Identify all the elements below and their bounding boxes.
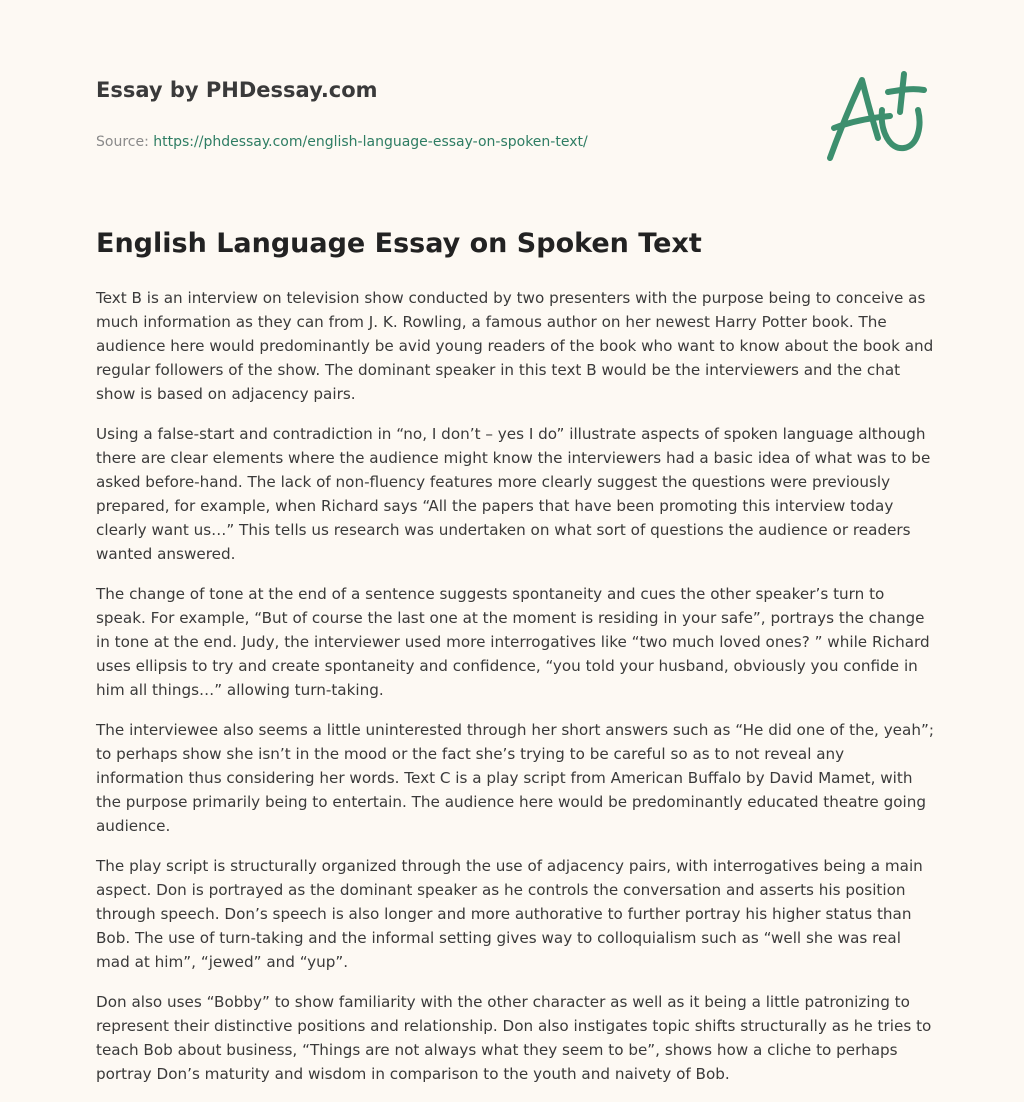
essay-paragraph: The interviewee also seems a little uninterested through her short answers such as “He did one of the, yeah”; to perhaps show she isn’t in the mood or the fact she’s trying to be careful so as to not reveal any information thus considering her words. Text C is a play script from American Buffalo by David Mamet, with the purpose primarily being to entertain. The audience here would be predominantly educated theatre going audience. [96, 721, 934, 835]
source-link[interactable]: https://phdessay.com/english-language-essay-on-spoken-text/ [153, 134, 588, 150]
essay-paragraph: The change of tone at the end of a sentence suggests spontaneity and cues the other speaker’s turn to speak. For example, “But of course the last one at the moment is residing in your safe”, portrays the change in tone at the end. Judy, the interviewer used more interrogatives like “two much loved ones? ” while Richard uses ellipsis to try and create spontaneity and confidence, “you told your husband, obviously you confide in him all things…” allowing turn-taking. [96, 585, 930, 699]
essay-body [96, 286, 936, 1102]
site-brand: Essay by PHDessay.com [96, 78, 378, 102]
essay-paragraph: The play script is structurally organized through the use of adjacency pairs, with interrogatives being a main aspect. Don is portrayed as the dominant speaker as he controls the conversation and asserts his position through speech. Don’s speech is also longer and more authorative to further portray his higher status than Bob. The use of turn-taking and the informal setting gives way to colloquialism such as “well she was real mad at him”, “jewed” and “yup”. [96, 857, 923, 971]
page-header [96, 76, 796, 152]
a-plus-logo-icon [820, 66, 932, 166]
page-title: English Language Essay on Spoken Text [96, 228, 702, 259]
essay-paragraph: Don also uses “Bobby” to show familiarity with the other character as well as it being a little patronizing to represent their distinctive positions and relationship. Don also instigates topic shifts structurally as he tries to teach Bob about business, “Things are not always what they seem to be”, shows how a cliche to perhaps portray Don’s maturity and wisdom in comparison to the youth and naivety of Bob. [96, 993, 932, 1083]
source-line [96, 132, 796, 152]
essay-paragraph: Using a false-start and contradiction in “no, I don’t – yes I do” illustrate aspects of spoken language although there are clear elements where the audience might know the interviewers had a basic idea of what was to be asked before-hand. The lack of non-fluency features more clearly suggest the questions were previously prepared, for example, when Richard says “All the papers that have been promoting this interview today clearly want us…” This tells us research was undertaken on what sort of questions the audience or readers wanted answered. [96, 425, 931, 563]
source-label: Source: [96, 134, 154, 150]
essay-paragraph: Text B is an interview on television show conducted by two presenters with the purpose being to conceive as much information as they can from J. K. Rowling, a famous author on her newest Harry Potter book. The audience here would predominantly be avid young readers of the book who want to know about the book and regular followers of the show. The dominant speaker in this text B would be the interviewers and the chat show is based on adjacency pairs. [96, 289, 934, 403]
